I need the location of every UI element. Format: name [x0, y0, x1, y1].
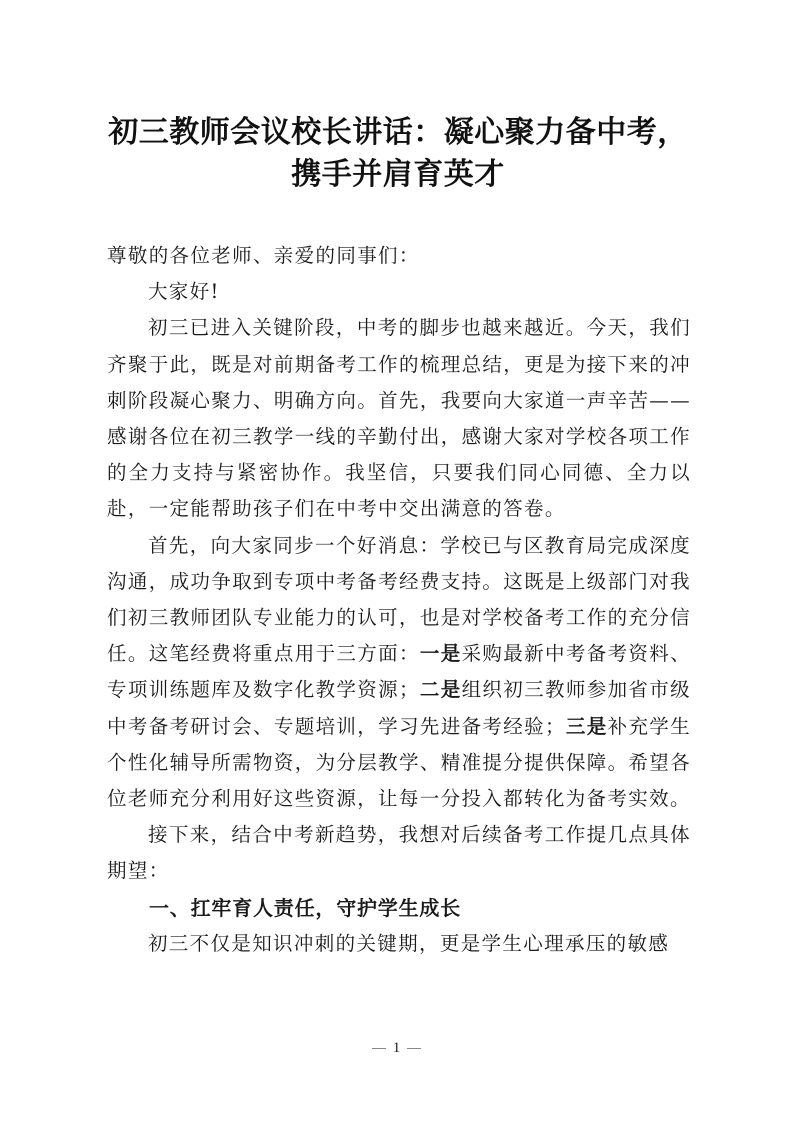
- section-1-text: 初三不仅是知识冲刺的关键期，更是学生心理承压的敏感: [147, 931, 670, 955]
- title-line-2: 携手并肩育英才: [291, 157, 505, 192]
- item-3-label: 三是: [565, 714, 608, 738]
- document-title: [100, 112, 696, 196]
- item-3-text: 补充学生个性化辅导所需物资，为分层教学、精准提分提供保障。希望各位老师充分利用好这些资源，让每一分投入都转化为备考实效。: [107, 714, 692, 811]
- page-number: 1: [392, 1040, 401, 1056]
- title-line-1: 初三教师会议校长讲话：凝心聚力备中考，: [108, 115, 688, 150]
- section-1-heading: 一、扛牢育人责任，守护学生成长: [149, 895, 461, 920]
- transition-paragraph: 接下来，结合中考新趋势，我想对后续备考工作提几点具体期望：: [107, 823, 691, 883]
- opening-paragraph: 初三已进入关键阶段，中考的脚步也越来越近。今天，我们齐聚于此，既是对前期备考工作的梳理总结，更是为接下来的冲刺阶段凝心聚力、明确方向。首先，我要向大家道一声辛苦——感谢各位在初三教学一线的辛勤付出，感谢大家对学校各项工作的全力支持与紧密协作。我坚信，只要我们同心同德、全力以赴，一定能帮助孩子们在中考中交出满意的答卷。: [107, 316, 691, 521]
- footer-dash-left: [372, 1048, 386, 1050]
- item-2-label: 二是: [419, 678, 462, 702]
- item-1-label: 一是: [419, 642, 462, 666]
- document-body: [107, 238, 691, 962]
- item-1-text: 采购最新中考备考资料、专项训练题库及数字化教学资源；: [107, 642, 691, 702]
- funding-intro: 首先，向大家同步一个好消息：学校已与区教育局完成深度沟通，成功争取到专项中考备考经费支持。这既是上级部门对我们初三教师团队专业能力的认可，也是对学校备考工作的充分信任。这笔经费将重点用于三方面：: [107, 533, 691, 666]
- salutation: 尊敬的各位老师、亲爱的同事们：: [107, 244, 420, 267]
- page-footer: [0, 1040, 793, 1057]
- greeting: 大家好!: [147, 280, 220, 304]
- funding-paragraph: [107, 528, 691, 818]
- footer-dash-right: [407, 1048, 421, 1050]
- item-2-text: 组织初三教师参加省市级中考备考研讨会、专题培训，学习先进备考经验；: [107, 678, 691, 738]
